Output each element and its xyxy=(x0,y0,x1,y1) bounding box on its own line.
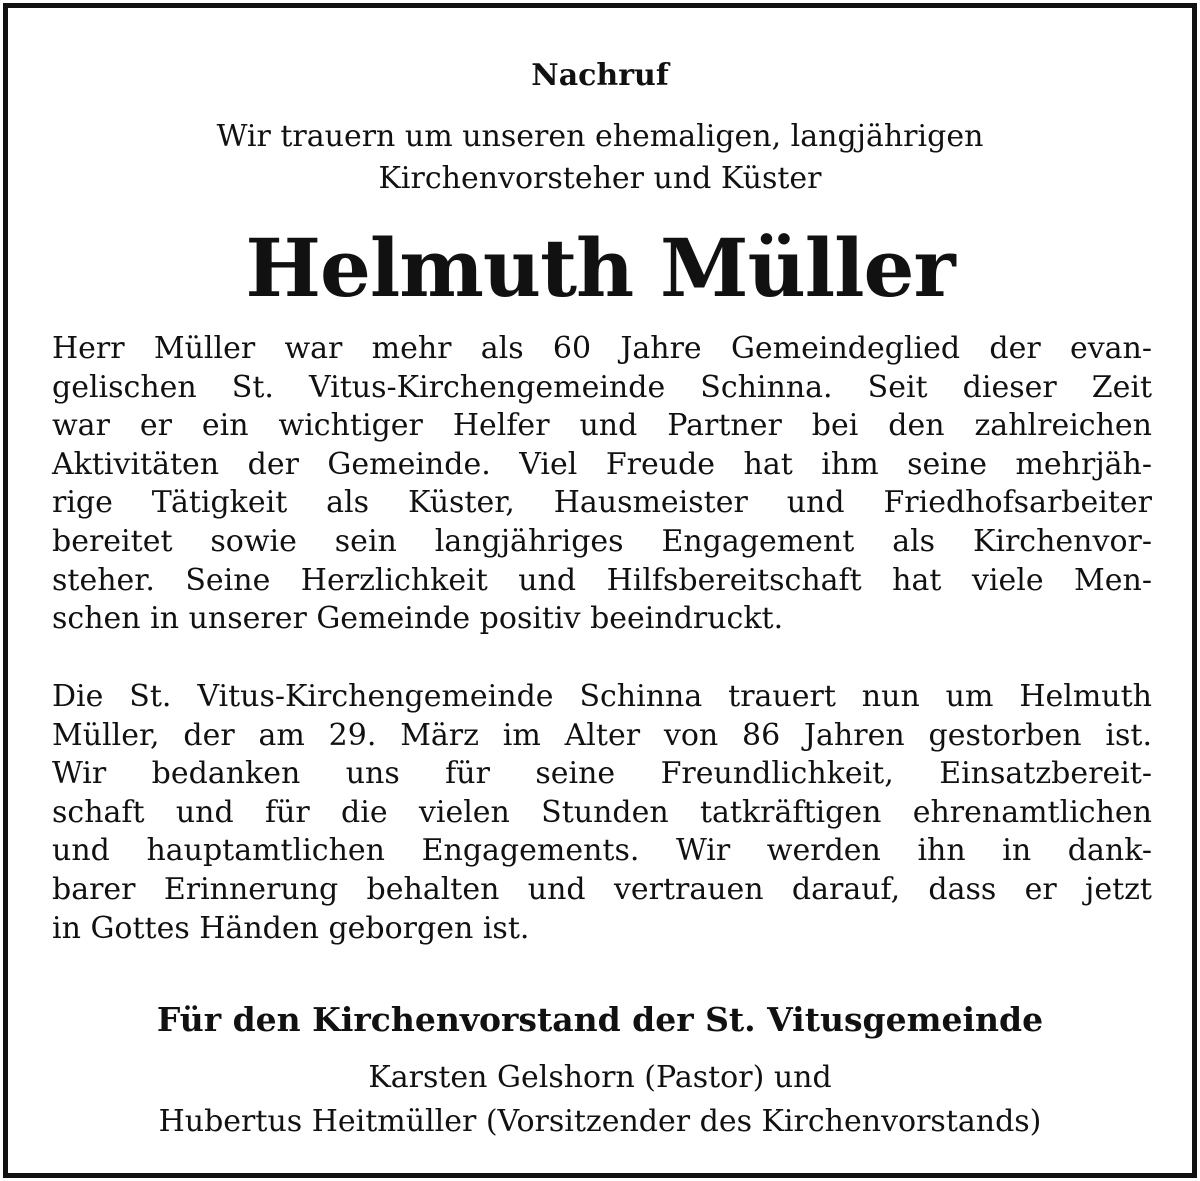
paragraph-line: schen in unserer Gemeinde positiv beeindruckt. xyxy=(52,601,784,637)
obituary-notice xyxy=(3,3,1197,1178)
paragraph-line: Wir bedanken uns für seine Freundlichkeit, Einsatzbereit- xyxy=(52,756,1152,792)
paragraph-line: bereitet sowie sein langjähriges Engagement als Kirchenvor- xyxy=(52,523,1152,559)
paragraph-line: war er ein wichtiger Helfer und Partner bei den zahlreichen xyxy=(52,408,1152,444)
deceased-name: Helmuth Müller xyxy=(245,221,955,315)
intro-line: Wir trauern um unseren ehemaligen, langjährigen xyxy=(216,119,984,154)
paragraph-line: rige Tätigkeit als Küster, Hausmeister und Friedhofsarbeiter xyxy=(52,485,1152,521)
signer-line: Karsten Gelshorn (Pastor) und xyxy=(368,1060,832,1095)
paragraph-line: schaft und für die vielen Stunden tatkräftigen ehrenamtlichen xyxy=(52,794,1152,830)
intro-text xyxy=(8,116,1192,200)
paragraph-line: Herr Müller war mehr als 60 Jahre Gemeindeglied der evan- xyxy=(52,331,1152,366)
paragraph-line: steher. Seine Herzlichkeit und Hilfsbereitschaft hat viele Men- xyxy=(52,562,1152,598)
intro-line: Kirchenvorsteher und Küster xyxy=(378,161,822,196)
signers xyxy=(8,1056,1192,1144)
signature-title: Für den Kirchenvorstand der St. Vitusgemeinde xyxy=(156,1000,1044,1039)
paragraph-line: gelischen St. Vitus-Kirchengemeinde Schinna. Seit dieser Zeit xyxy=(52,369,1152,405)
paragraph-line: Müller, der am 29. März im Alter von 86 Jahren gestorben ist. xyxy=(52,717,1152,753)
signer-line: Hubertus Heitmüller (Vorsitzender des Kirchenvorstands) xyxy=(158,1104,1042,1139)
paragraph-2 xyxy=(52,678,1152,948)
paragraph-line: und hauptamtlichen Engagements. Wir werden ihn in dank- xyxy=(52,833,1152,869)
paragraph-line: Die St. Vitus-Kirchengemeinde Schinna trauert nun um Helmuth xyxy=(52,679,1152,714)
paragraph-1 xyxy=(52,330,1152,639)
paragraph-line: barer Erinnerung behalten und vertrauen darauf, dass er jetzt xyxy=(52,871,1152,907)
paragraph-line: in Gottes Händen geborgen ist. xyxy=(52,910,530,946)
paragraph-line: Aktivitäten der Gemeinde. Viel Freude hat ihm seine mehrjäh- xyxy=(52,446,1152,482)
notice-heading: Nachruf xyxy=(531,58,669,93)
